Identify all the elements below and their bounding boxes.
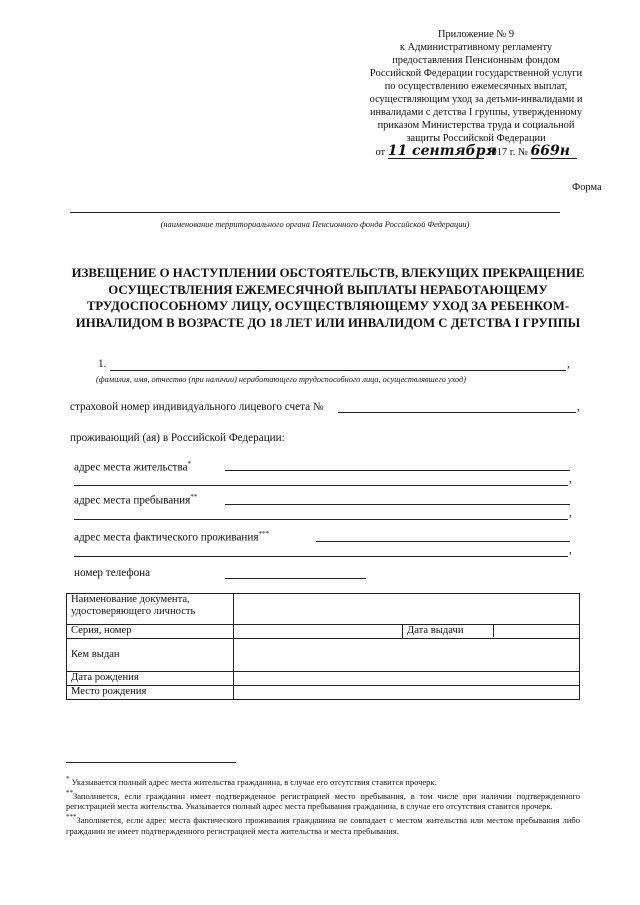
footnote-mark: *** (66, 813, 77, 822)
stay-label (74, 493, 197, 507)
stay-address-field-2[interactable] (74, 519, 568, 520)
footnote-mark: * (66, 775, 70, 783)
order-year: 2017 г. № (486, 147, 528, 158)
actual-address-field-2[interactable] (74, 556, 568, 557)
table-row (67, 672, 580, 686)
full-name-field[interactable] (110, 370, 566, 371)
residence-address-field[interactable] (225, 470, 570, 471)
stay-label-text: адрес места пребывания (74, 494, 191, 507)
residence-label (74, 460, 191, 474)
series-label: Серия, номер (67, 625, 234, 639)
comma: , (569, 507, 572, 519)
comma: , (567, 358, 570, 370)
doc-name-value[interactable] (234, 594, 580, 625)
birth-place-label: Место рождения (67, 686, 234, 700)
issue-date-cell (403, 625, 580, 639)
footnote-mark: ** (190, 493, 198, 501)
comma: , (569, 544, 572, 556)
footnote-3 (66, 812, 580, 836)
comma: , (569, 473, 572, 485)
birth-date-label: Дата рождения (67, 672, 234, 686)
appendix-header (336, 28, 616, 159)
footnote-2 (66, 788, 580, 812)
actual-label (74, 530, 269, 544)
issued-by-value[interactable] (234, 639, 580, 672)
residence-label-text: адрес места жительства (74, 461, 188, 474)
item-number: 1. (98, 358, 107, 370)
order-prefix: от (375, 147, 386, 158)
appendix-line: инвалидами с детства I группы, утвержденному (369, 107, 583, 118)
residence-address-field-2[interactable] (74, 485, 568, 486)
phone-field[interactable] (225, 578, 366, 579)
title-line: ИЗВЕЩЕНИЕ О НАСТУПЛЕНИИ ОБСТОЯТЕЛЬСТВ, ВЛЕКУЩИХ ПРЕКРАЩЕНИЕ (71, 266, 585, 280)
title-line: ИНВАЛИДОМ В ВОЗРАСТЕ ДО 18 ЛЕТ ИЛИ ИНВАЛИДОМ С ДЕТСТВА I ГРУППЫ (75, 315, 581, 330)
title-line: ОСУЩЕСТВЛЕНИЯ ЕЖЕМЕСЯЧНОЙ ВЫПЛАТЫ НЕРАБОТАЮЩЕМУ (108, 282, 548, 297)
order-date-line (336, 145, 616, 159)
id-document-table (66, 593, 580, 700)
footnote-separator (66, 762, 236, 763)
table-row (67, 625, 580, 639)
snils-field[interactable] (338, 412, 576, 413)
appendix-line: приказом Министерства труда и социальной (377, 120, 575, 131)
birth-date-value[interactable] (234, 672, 580, 686)
full-name-caption: (фамилия, имя, отчество (при наличии) неработающего трудоспособного лица, осуществлявшего уход) (96, 375, 466, 384)
appendix-line: Российской Федерации государственной услуги (369, 68, 583, 79)
table-row (67, 639, 580, 672)
footnote-text: Указывается полный адрес места жительства гражданина, в случае его отсутствия ставится прочерк. (69, 776, 437, 787)
doc-name-label: Наименование документа, удостоверяющего личность (67, 594, 234, 625)
phone-label: номер телефона (74, 567, 151, 579)
appendix-line: защиты Российской Федерации (406, 133, 546, 144)
org-name-field[interactable] (70, 212, 560, 213)
table-row (67, 594, 580, 625)
residing-label: проживающий (ая) в Российской Федерации: (70, 432, 285, 444)
series-value[interactable] (234, 625, 403, 639)
footnote-mark: ** (66, 788, 73, 797)
snils-label: страховой номер индивидуального лицевого счета № (70, 401, 324, 413)
actual-label-text: адрес места фактического проживания (74, 531, 259, 544)
table-row (67, 686, 580, 700)
appendix-line: к Административному регламенту (399, 42, 553, 53)
document-title (62, 265, 594, 331)
footnote-text: Заполняется, если гражданин имеет подтвержденное регистрацией место пребывания, в том числе при наличии подтвержденного регистрацией места жительства. Указывается полный адрес места пребывания гражданина, в случае его отсутствия ставится прочерк. (66, 790, 580, 812)
birth-place-value[interactable] (234, 686, 580, 700)
issue-date-label: Дата выдачи (403, 625, 494, 637)
stay-address-field[interactable] (225, 504, 570, 505)
footnote-mark: * (187, 460, 192, 468)
order-number-handwritten: 669н (531, 145, 577, 159)
footnote-mark: *** (258, 530, 270, 538)
footnote-1 (66, 774, 580, 788)
forma-label: Форма (572, 182, 602, 193)
issued-by-label: Кем выдан (67, 639, 234, 672)
appendix-line: предоставления Пенсионным фондом (392, 55, 560, 66)
comma: , (577, 401, 580, 413)
footnotes (66, 774, 580, 836)
appendix-line: Приложение № 9 (437, 29, 515, 40)
appendix-line: по осуществлению ежемесячных выплат, (384, 81, 568, 92)
title-line: ТРУДОСПОСОБНОМУ ЛИЦУ, ОСУЩЕСТВЛЯЮЩЕМУ УХОД ЗА РЕБЕНКОМ- (86, 299, 570, 313)
order-date-handwritten: 11 сентября (387, 143, 497, 159)
actual-address-field[interactable] (316, 541, 570, 542)
appendix-line: осуществляющим уход за детьми-инвалидами и (369, 94, 583, 105)
footnote-text: Заполняется, если адрес места фактического проживания гражданина не совпадает с местом жительства или местом пребывания либо гражданин не имеет подтвержденного регистрацией места жительства и места пребывания. (66, 814, 580, 836)
org-name-caption: (наименование территориального органа Пенсионного фонда Российской Федерации) (160, 220, 470, 229)
